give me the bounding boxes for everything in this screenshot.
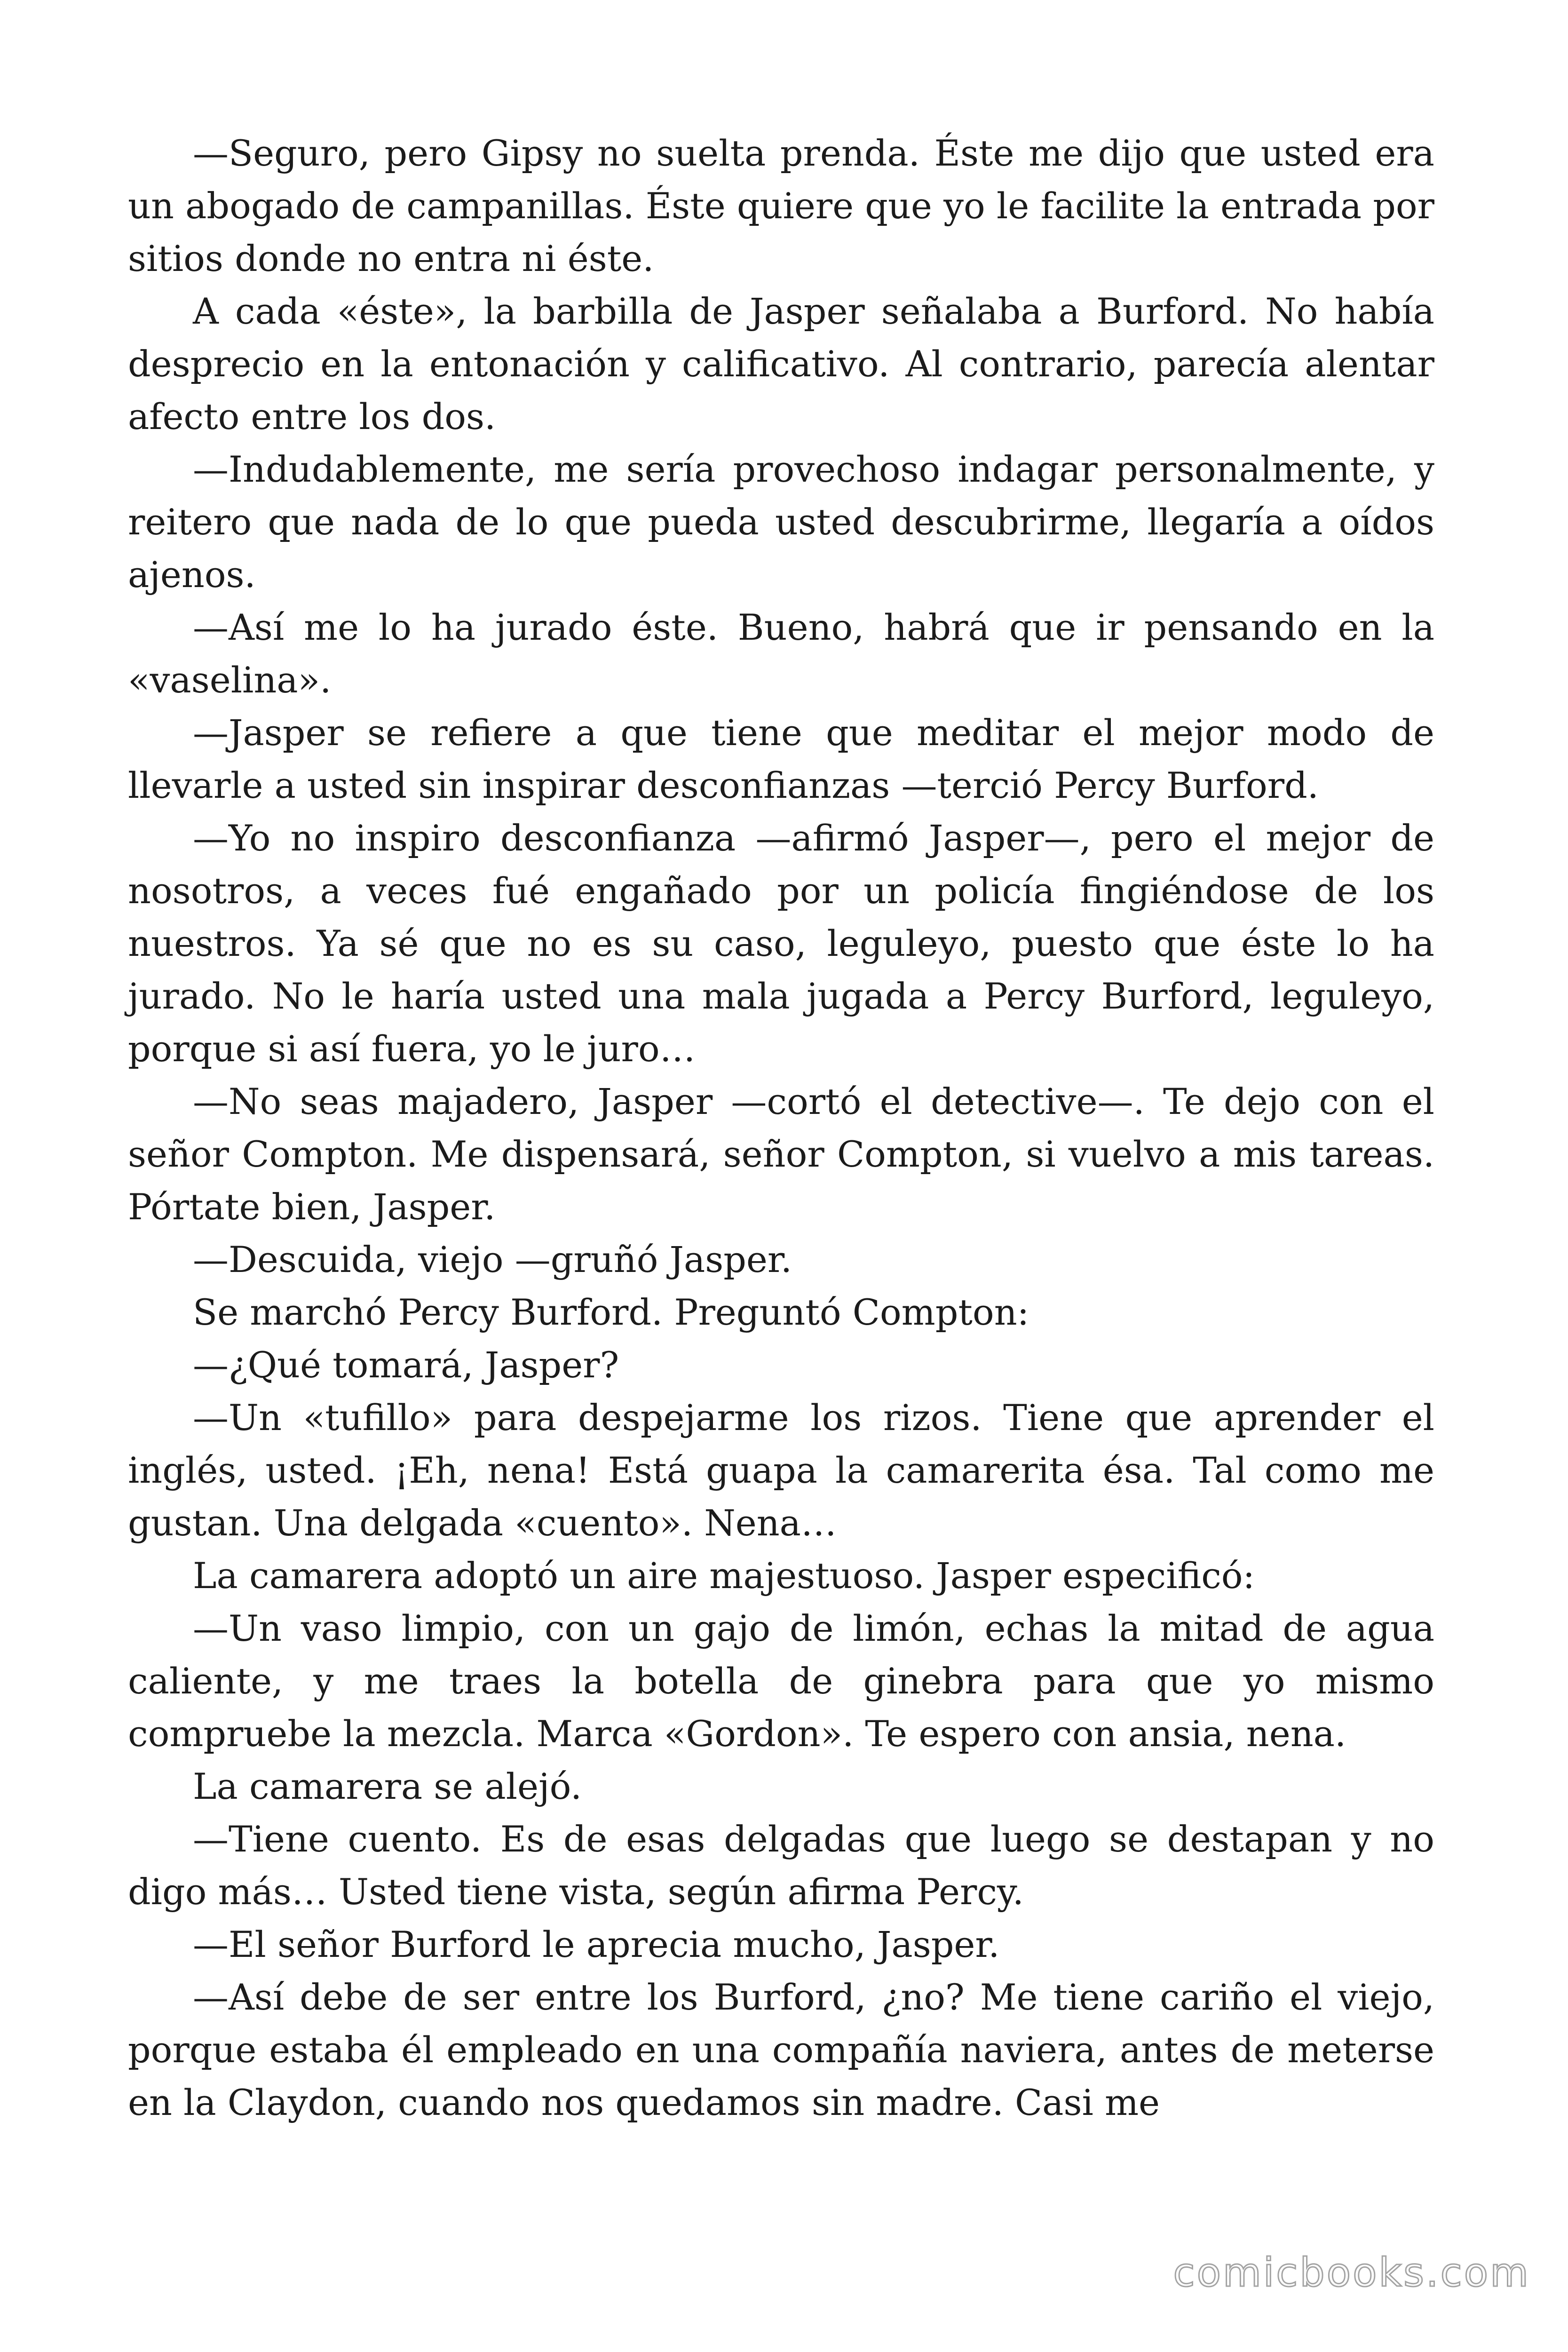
paragraph: —El señor Burford le aprecia mucho, Jasper. (193, 1923, 1000, 1965)
paragraph: Se marchó Percy Burford. Preguntó Compton: (193, 1291, 1029, 1333)
paragraph: —Jasper se refiere a que tiene que meditar el mejor modo de llevarle a usted sin inspirar desconfianzas —terció Percy Burford. (128, 712, 1434, 806)
paragraph: —Indudablemente, me sería provechoso indagar personalmente, y reitero que nada de lo que pueda usted descubrirme, llegaría a oídos ajenos. (128, 448, 1434, 596)
paragraph: —Descuida, viejo —gruñó Jasper. (193, 1239, 792, 1280)
paragraph: —Seguro, pero Gipsy no suelta prenda. Éste me dijo que usted era un abogado de campanillas. Éste quiere que yo le facilite la entrada por sitios donde no entra ni éste. (128, 132, 1434, 279)
paragraph: —Un vaso limpio, con un gajo de limón, echas la mitad de agua caliente, y me traes la botella de ginebra para que yo mismo compruebe la mezcla. Marca «Gordon». Te espero con ansia, nena. (128, 1607, 1434, 1755)
paragraph: —No seas majadero, Jasper —cortó el detective—. Te dejo con el señor Compton. Me dispensará, señor Compton, si vuelvo a mis tareas. Pórtate bien, Jasper. (128, 1081, 1434, 1228)
paragraph: La camarera adoptó un aire majestuoso. Jasper especificó: (193, 1555, 1255, 1597)
paragraph: A cada «éste», la barbilla de Jasper señalaba a Burford. No había desprecio en la entonación y calificativo. Al contrario, parecía alentar afecto entre los dos. (128, 290, 1434, 437)
paragraph: —Un «tufillo» para despejarme los rizos. Tiene que aprender el inglés, usted. ¡Eh, nena! Está guapa la camarerita ésa. Tal como me gustan. Una delgada «cuento». Nena… (128, 1397, 1434, 1544)
paragraph: —Yo no inspiro desconfianza —afirmó Jasper—, pero el mejor de nosotros, a veces fué engañado por un policía fingiéndose de los nuestros. Ya sé que no es su caso, leguleyo, puesto que éste lo ha jurado. No le haría usted una mala jugada a Percy Burford, leguleyo, porque si así fuera, yo le juro… (128, 817, 1434, 1070)
paragraph: —¿Qué tomará, Jasper? (193, 1344, 619, 1386)
paragraph: La camarera se alejó. (193, 1765, 582, 1807)
page-text (128, 127, 1434, 2129)
paragraph: —Así me lo ha jurado éste. Bueno, habrá que ir pensando en la «vaselina». (128, 606, 1434, 701)
watermark: comicbooks.com (1173, 2249, 1530, 2296)
paragraph: —Tiene cuento. Es de esas delgadas que luego se destapan y no digo más… Usted tiene vista, según afirma Percy. (128, 1818, 1434, 1913)
paragraph: —Así debe de ser entre los Burford, ¿no? Me tiene cariño el viejo, porque estaba él empleado en una compañía naviera, antes de meterse en la Claydon, cuando nos quedamos sin madre. Casi me (128, 1976, 1434, 2123)
